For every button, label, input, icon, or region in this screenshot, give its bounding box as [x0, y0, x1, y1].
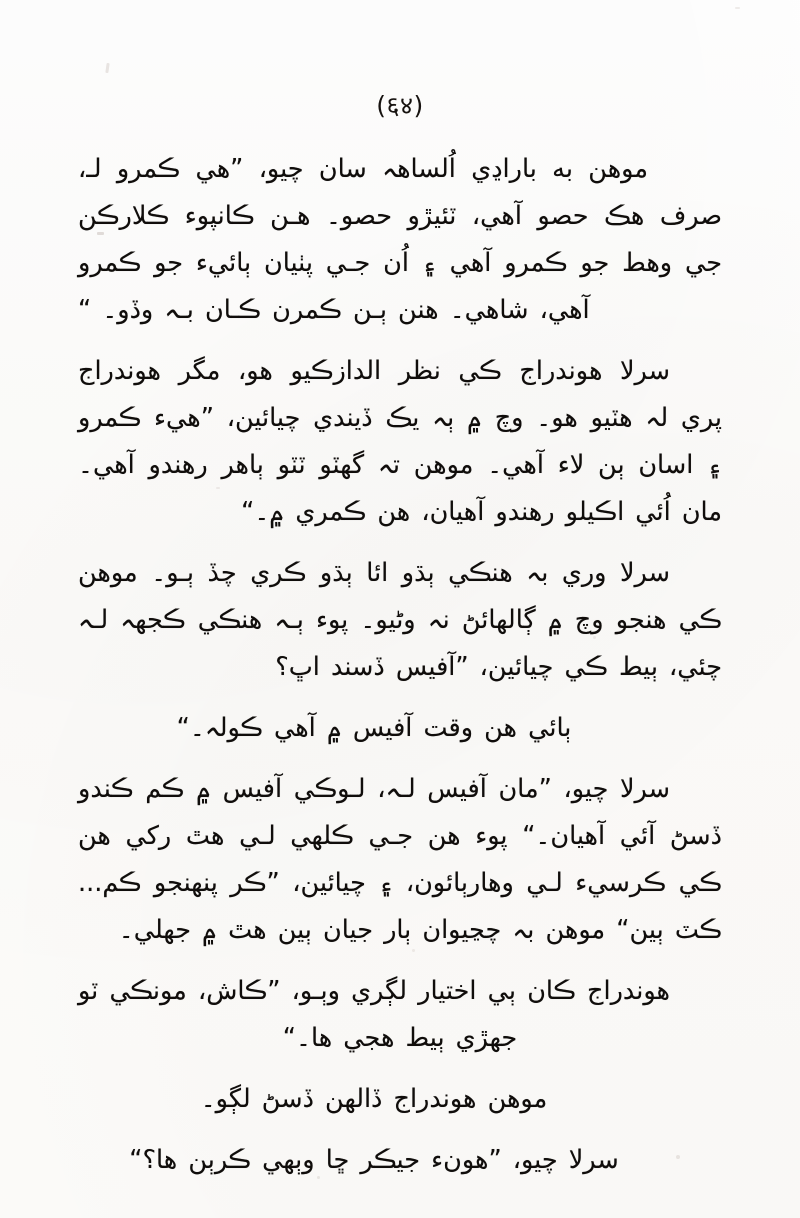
paragraph: سرلا چيو، ”مان آفيس لـہ، لـوڪي آفيس ۾ ڪم ڪندو ڏسڻ آئي آهيان۔“ پوء هن جـي ڪلهي لـي هٿ رکي هن ڪي ڪرسيء لـي وهارٻائون، ۽ چيائين، ”ڪر پنهنجو ڪم... ڪٽ ٻين“ موهن بہ چڃيوان ٻار جيان ٻين هٿ ۾ جهلي۔: [78, 774, 722, 945]
paragraph: موهن به باراڍي اُلساهہ سان چيو، ”هي ڪمرو لـ، صرف هڪ حصو آهي، ٽئيڙو حصو۔ هـن ڪانپوء ڪلارڪن جي وهط جو ڪمرو آهي ۽ اُن جـي پٺيان ٻائيء جو ڪمرو آهي، شاهي۔ هنن ٻـن ڪمرن ڪـان بـہ وڏو۔ “: [78, 154, 722, 325]
paragraph: سرلا چيو، ”هونء جيڪر ڇا وٻهي ڪرٻن ها؟“: [129, 1145, 619, 1175]
page-number: (६४): [376, 91, 424, 120]
scan-speck: [735, 7, 740, 9]
scan-speck: [105, 63, 109, 73]
paragraph: هوندراج ڪان ٻي اختيار لڳري وٻـو، ”ڪاش، مونڪي ٽو جهڙي ٻيط هجي ها۔“: [78, 976, 670, 1053]
paragraph: سرلا هوندراج ڪي نظر الدازڪيو هو، مگر هوندراج پري لہ هٽيو هو۔ وچ ۾ ٻہ يڪ ڏيندي چيائين، ”هيء ڪمرو ۽ اسان ٻن لاء آهي۔ موهن تہ گهٽو ٽٽو ٻاهر رهندو آهي۔ مان اُئي اڪيلو رهندو آهيان، هن ڪمري ۾۔“: [78, 356, 722, 527]
paragraph: موهن هوندراج ڏالهن ڏسڻ لڳو۔: [200, 1084, 548, 1114]
paragraph: ٻائي هن وقت آفيس ۾ آهي ڪولہ۔“: [176, 713, 572, 743]
body-text-block: [78, 146, 722, 1184]
paragraph: سرلا وري بہ هنڪي ٻڌو ائا ٻڌو ڪري چڏ ٻـو۔ موهن ڪي هنجو وچ ۾ ڳالهائڻ نہ وڻيو۔ پوء ٻـہ هنڪي ڪجهہ لـہ چئي، ٻيط ڪي چيائين، ”آفيس ڏسند اڀ؟: [78, 558, 722, 682]
